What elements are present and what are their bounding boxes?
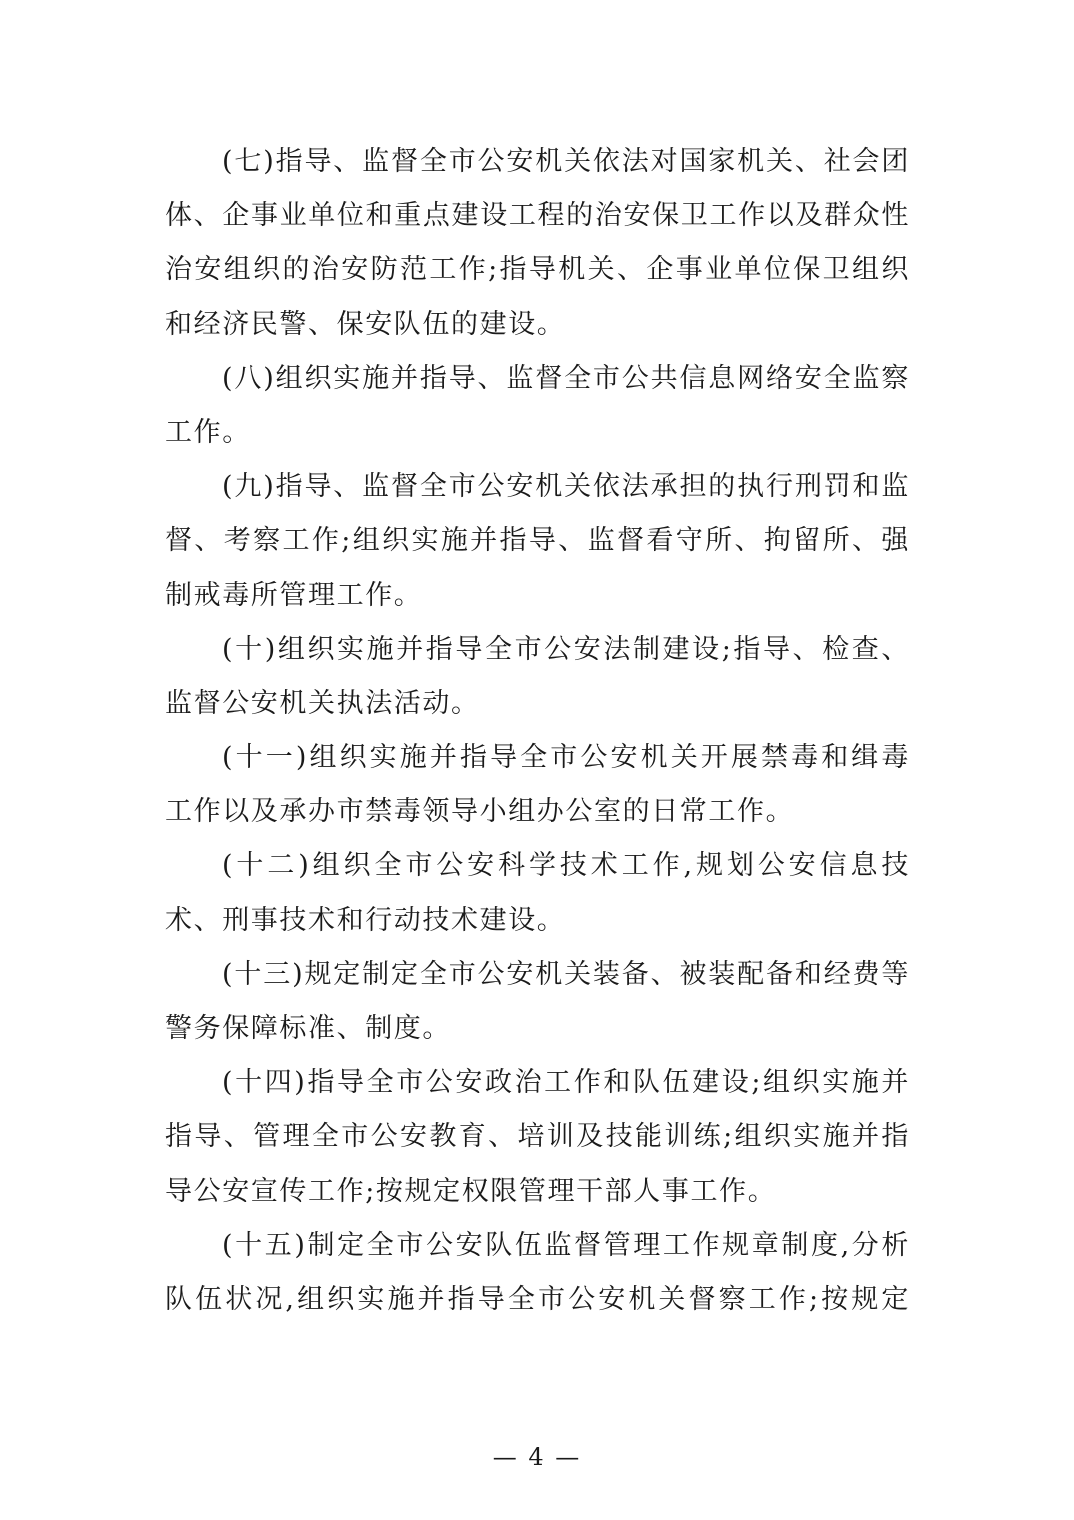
text-line: (十五)制定全市公安队伍监督管理工作规章制度,分析	[222, 1229, 910, 1261]
paragraph-9	[165, 460, 910, 623]
paragraph-12	[165, 839, 910, 947]
paragraph-10	[165, 623, 910, 731]
text-line: (八)组织实施并指导、监督全市公共信息网络安全监察	[222, 362, 910, 394]
text-line: (十二)组织全市公安科学技术工作,规划公安信息技	[222, 850, 910, 882]
text-line: (十)组织实施并指导全市公安法制建设;指导、检查、	[222, 633, 910, 665]
paragraph-7	[165, 135, 910, 352]
text-line: 制戒毒所管理工作。	[165, 579, 423, 611]
document-body	[165, 135, 910, 1327]
paragraph-15	[165, 1219, 910, 1327]
text-line: 工作以及承办市禁毒领导小组办公室的日常工作。	[165, 796, 795, 828]
text-line: (七)指导、监督全市公安机关依法对国家机关、社会团	[222, 146, 910, 177]
paragraph-11	[165, 731, 910, 839]
text-line: (十三)规定制定全市公安机关装备、被装配备和经费等	[222, 958, 910, 990]
text-line: 督、考察工作;组织实施并指导、监督看守所、拘留所、强	[165, 525, 910, 557]
text-line: 治安组织的治安防范工作;指导机关、企事业单位保卫组织	[165, 254, 910, 286]
text-line: 指导、管理全市公安教育、培训及技能训练;组织实施并指	[165, 1121, 910, 1153]
text-line: 工作。	[165, 416, 251, 448]
text-line: 术、刑事技术和行动技术建设。	[165, 904, 566, 936]
text-line: 体、企事业单位和重点建设工程的治安保卫工作以及群众性	[165, 200, 910, 232]
paragraph-8	[165, 352, 910, 460]
text-line: (十四)指导全市公安政治工作和队伍建设;组织实施并	[222, 1067, 910, 1099]
text-line: 队伍状况,组织实施并指导全市公安机关督察工作;按规定	[165, 1283, 910, 1315]
page-number: — 4 —	[492, 1443, 582, 1471]
text-line: 监督公安机关执法活动。	[165, 687, 480, 719]
text-line: (十一)组织实施并指导全市公安机关开展禁毒和缉毒	[222, 742, 910, 774]
paragraph-13	[165, 948, 910, 1056]
paragraph-14	[165, 1056, 910, 1219]
text-line: (九)指导、监督全市公安机关依法承担的执行刑罚和监	[222, 471, 910, 503]
text-line: 和经济民警、保安队伍的建设。	[165, 308, 566, 340]
text-line: 导公安宣传工作;按规定权限管理干部人事工作。	[165, 1175, 777, 1207]
text-line: 警务保障标准、制度。	[165, 1013, 451, 1044]
